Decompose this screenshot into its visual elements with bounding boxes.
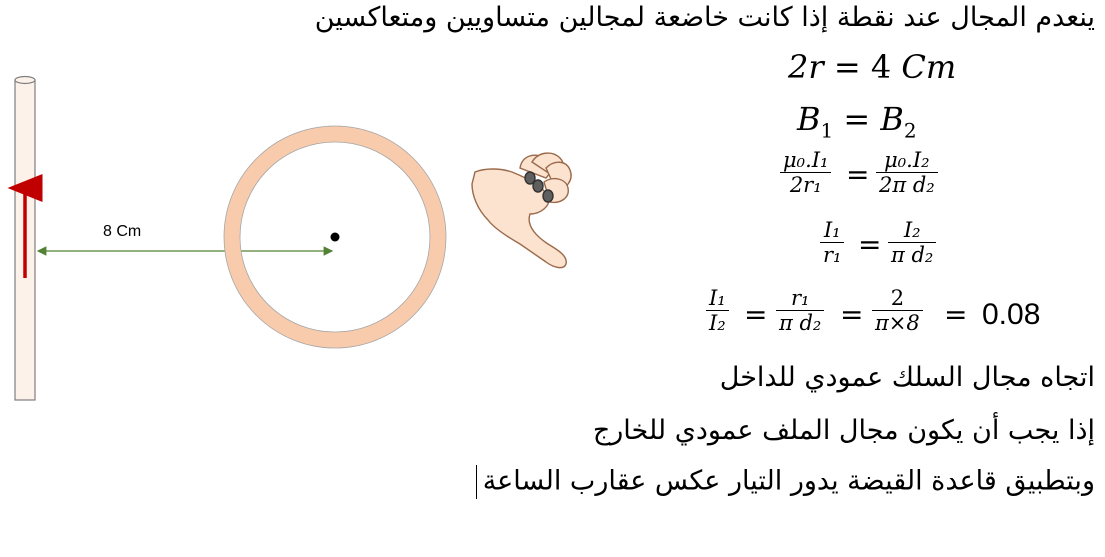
hand-icon bbox=[472, 153, 571, 268]
eq2-rhs-sub: 2 bbox=[903, 118, 917, 143]
eq2-rhs: B bbox=[880, 100, 904, 138]
rule-text bbox=[476, 465, 1095, 499]
eq1-rhs: 4 bbox=[870, 48, 892, 86]
eq5-result: 0.08 bbox=[982, 298, 1041, 331]
eq5-fraction-2 bbox=[776, 286, 824, 335]
eq2-lhs-sub: 1 bbox=[820, 118, 834, 143]
eq5-fraction-3 bbox=[872, 286, 923, 335]
rule-text-content: وبتطبيق قاعدة القيضة يدور التيار عكس عقارب الساعة bbox=[482, 465, 1095, 497]
eq4-fraction-left bbox=[820, 218, 844, 267]
coil-field-text: إذا يجب أن يكون مجال الملف عمودي للخارج bbox=[592, 415, 1095, 446]
eq4-den2: π d₂ bbox=[891, 243, 934, 267]
title-text: ينعدم المجال عند نقطة إذا كانت خاضعة لمجالين متساويين ومتعاكسين bbox=[314, 2, 1095, 33]
eq4-num2: I₂ bbox=[888, 218, 936, 243]
eq4-den1: r₁ bbox=[823, 243, 842, 267]
eq3-num1: μ₀.I₁ bbox=[780, 148, 831, 173]
eq5-num2: r₁ bbox=[776, 286, 824, 311]
center-point bbox=[331, 233, 340, 242]
equation-b-equal: $B_1 = B_2$ bbox=[797, 100, 917, 143]
eq3-num2: μ₀.I₂ bbox=[876, 148, 938, 173]
eq5-den3: π×8 bbox=[875, 311, 920, 335]
eq1-unit: Cm bbox=[901, 48, 957, 86]
eq1-lhs: 2r bbox=[788, 48, 824, 86]
wire-field-text: اتجاه مجال السلك عمودي للداخل bbox=[719, 362, 1095, 393]
eq5-den1: I₂ bbox=[709, 311, 726, 335]
eq5-num1: I₁ bbox=[706, 286, 729, 311]
text-cursor bbox=[476, 465, 477, 499]
eq5-num3: 2 bbox=[872, 286, 923, 311]
eq4-num1: I₁ bbox=[820, 218, 844, 243]
eq4-fraction-right bbox=[888, 218, 936, 267]
eq5-fraction-1 bbox=[706, 286, 729, 335]
eq5-den2: π d₂ bbox=[779, 311, 822, 335]
equation-diameter: 2r = 4 Cm bbox=[788, 48, 957, 86]
distance-label: 8 Cm bbox=[103, 223, 142, 240]
eq3-fraction-right bbox=[876, 148, 938, 197]
eq3-den2: 2π d₂ bbox=[879, 173, 935, 197]
eq3-fraction-left bbox=[780, 148, 831, 197]
eq2-lhs: B bbox=[797, 100, 821, 138]
eq3-den1: 2r₁ bbox=[789, 173, 822, 197]
